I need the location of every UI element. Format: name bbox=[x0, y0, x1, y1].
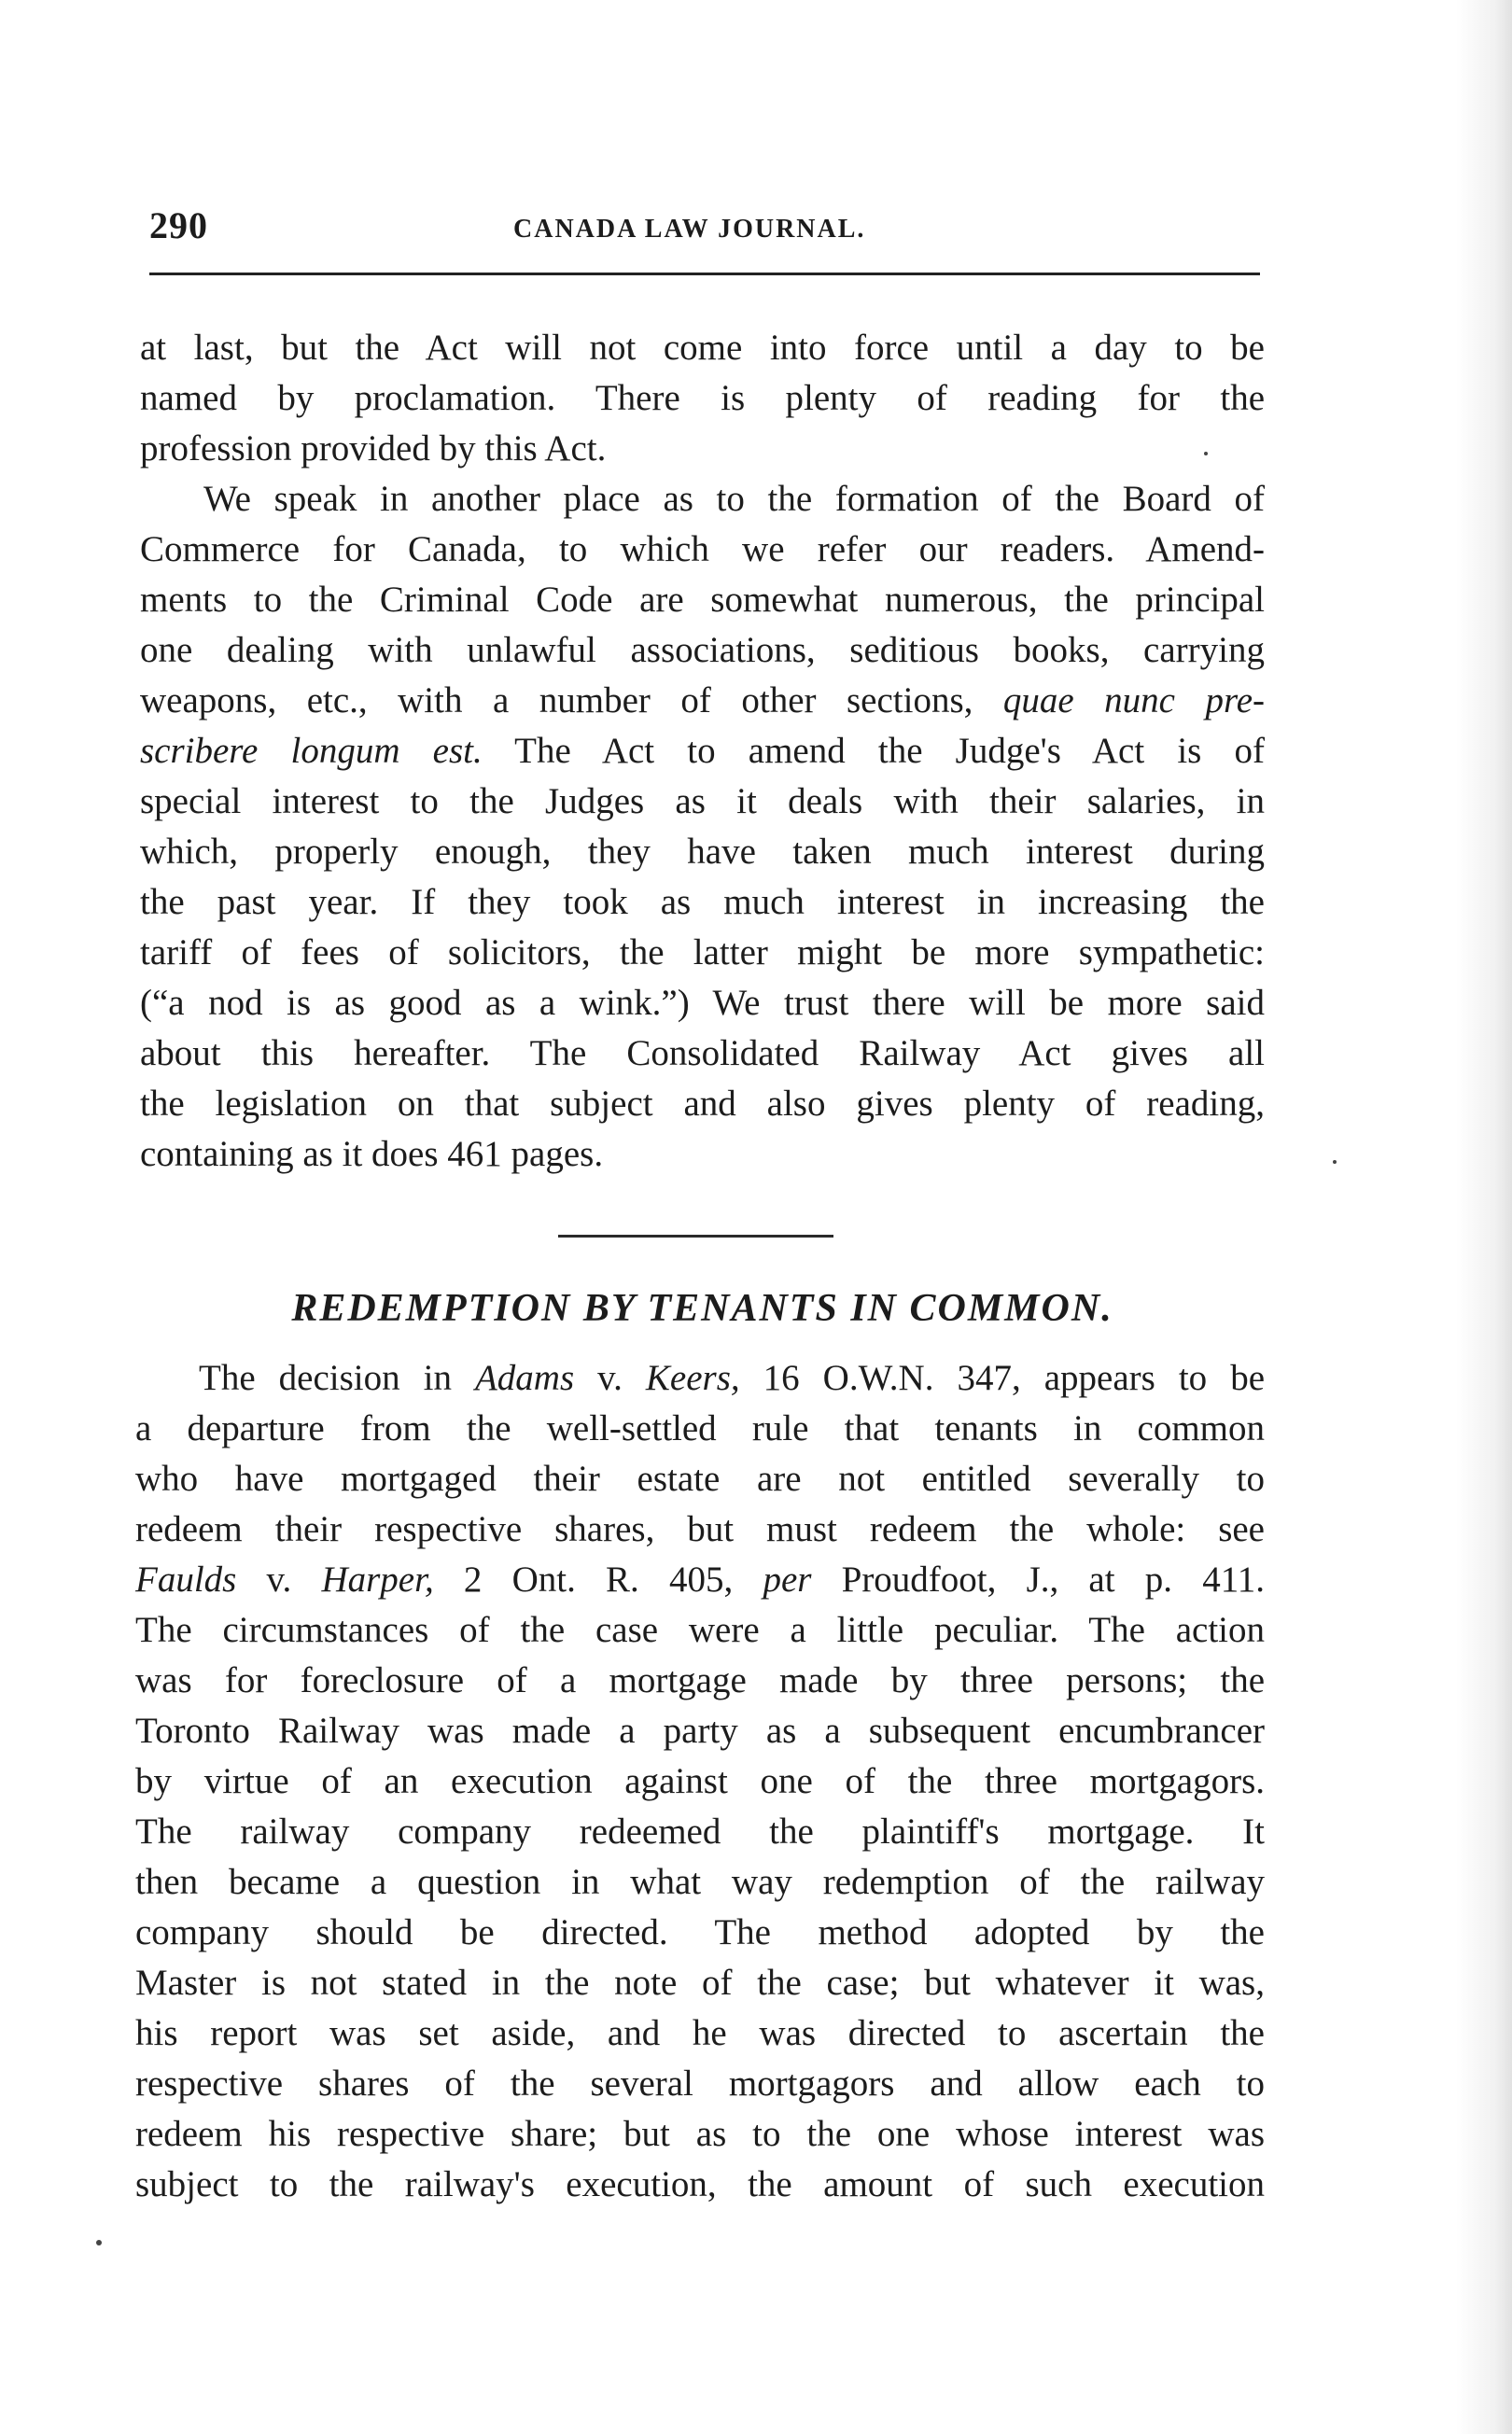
case-name: Faulds bbox=[135, 1560, 237, 1600]
text-line: The circumstances of the case were a little peculiar. The action bbox=[135, 1610, 1265, 1650]
text-line bbox=[140, 726, 1265, 776]
text-line: company should be directed. The method adopted by the bbox=[135, 1912, 1265, 1952]
text-line: a departure from the well-settled rule that tenants in common bbox=[135, 1408, 1265, 1448]
running-title: CANADA LAW JOURNAL. bbox=[513, 215, 866, 244]
text-line: profession provided by this Act. bbox=[140, 428, 607, 469]
text-run: weapons, etc., with a number of other sections, bbox=[140, 680, 1003, 720]
text-line: Commerce for Canada, to which we refer our readers. Amend- bbox=[140, 529, 1265, 569]
section-divider bbox=[558, 1235, 833, 1238]
paragraph-2 bbox=[140, 474, 1265, 1180]
latin-phrase: scribere longum est. bbox=[140, 731, 483, 771]
article-continuation bbox=[140, 323, 1265, 1180]
text-line: subject to the railway's execution, the amount of such execution bbox=[135, 2164, 1265, 2204]
text-run: v. bbox=[574, 1358, 646, 1398]
text-line: was for foreclosure of a mortgage made by three persons; the bbox=[135, 1660, 1265, 1700]
text-line: (“a nod is as good as a wink.”) We trust there will be more said bbox=[140, 983, 1265, 1023]
text-line: his report was set aside, and he was directed to ascertain the bbox=[135, 2013, 1265, 2053]
text-run: Proudfoot, J., at p. 411. bbox=[811, 1560, 1266, 1600]
text-line: then became a question in what way redemption of the railway bbox=[135, 1862, 1265, 1902]
text-run: The Act to amend the Judge's Act is of bbox=[482, 731, 1265, 771]
text-line: We speak in another place as to the formation of the Board of bbox=[203, 479, 1265, 519]
text-line: tariff of fees of solicitors, the latter might be more sympathetic: bbox=[140, 932, 1265, 972]
text-line: at last, but the Act will not come into force until a day to be bbox=[140, 328, 1265, 368]
case-name: Keers, bbox=[645, 1358, 740, 1398]
text-line: which, properly enough, they have taken much interest during bbox=[140, 832, 1265, 872]
latin-phrase: quae nunc pre- bbox=[1002, 680, 1265, 720]
text-run: 2 Ont. R. 405, bbox=[433, 1560, 763, 1600]
text-line: redeem their respective shares, but must redeem the whole: see bbox=[135, 1509, 1265, 1549]
scan-edge-shading bbox=[1456, 0, 1512, 2434]
header-rule bbox=[149, 273, 1260, 275]
text-line: The railway company redeemed the plaintiff's mortgage. It bbox=[135, 1812, 1265, 1852]
text-run: 16 O.W.N. 347, appears to be bbox=[739, 1358, 1265, 1398]
text-line: named by proclamation. There is plenty of reading for the bbox=[140, 378, 1265, 418]
scan-speck bbox=[1204, 452, 1208, 455]
text-line: respective shares of the several mortgagors and allow each to bbox=[135, 2063, 1265, 2104]
text-line: special interest to the Judges as it deals with their salaries, in bbox=[140, 781, 1265, 821]
text-line: the past year. If they took as much interest in increasing the bbox=[140, 882, 1265, 922]
latin-phrase: per bbox=[763, 1560, 812, 1600]
page-header bbox=[149, 203, 1260, 259]
text-line: Toronto Railway was made a party as a subsequent encumbrancer bbox=[135, 1711, 1265, 1751]
text-line: one dealing with unlawful associations, seditious books, carrying bbox=[140, 630, 1265, 670]
text-line: who have mortgaged their estate are not entitled severally to bbox=[135, 1459, 1265, 1499]
text-line: about this hereafter. The Consolidated Railway Act gives all bbox=[140, 1033, 1265, 1073]
scan-speck bbox=[96, 2240, 102, 2245]
case-name: Adams bbox=[474, 1358, 575, 1398]
scan-speck bbox=[1333, 1160, 1337, 1164]
case-name: Harper, bbox=[321, 1560, 434, 1600]
text-run: The decision in bbox=[199, 1358, 475, 1398]
text-line: Master is not stated in the note of the case; but whatever it was, bbox=[135, 1963, 1265, 2003]
article-redemption bbox=[135, 1353, 1265, 2210]
section-title: REDEMPTION BY TENANTS IN COMMON. bbox=[291, 1287, 1113, 1330]
text-line bbox=[135, 1353, 1265, 1404]
paragraph-3 bbox=[135, 1353, 1265, 2210]
text-line: containing as it does 461 pages. bbox=[140, 1134, 604, 1174]
text-line bbox=[135, 1555, 1265, 1605]
text-line: the legislation on that subject and also gives plenty of reading, bbox=[140, 1084, 1265, 1124]
page-number: 290 bbox=[149, 204, 208, 246]
text-line: redeem his respective share; but as to the one whose interest was bbox=[135, 2114, 1265, 2154]
text-line: ments to the Criminal Code are somewhat numerous, the principal bbox=[140, 580, 1265, 620]
text-line bbox=[140, 676, 1265, 726]
text-run: v. bbox=[236, 1560, 322, 1600]
text-line: by virtue of an execution against one of the three mortgagors. bbox=[135, 1761, 1265, 1801]
paragraph-1 bbox=[140, 323, 1265, 474]
